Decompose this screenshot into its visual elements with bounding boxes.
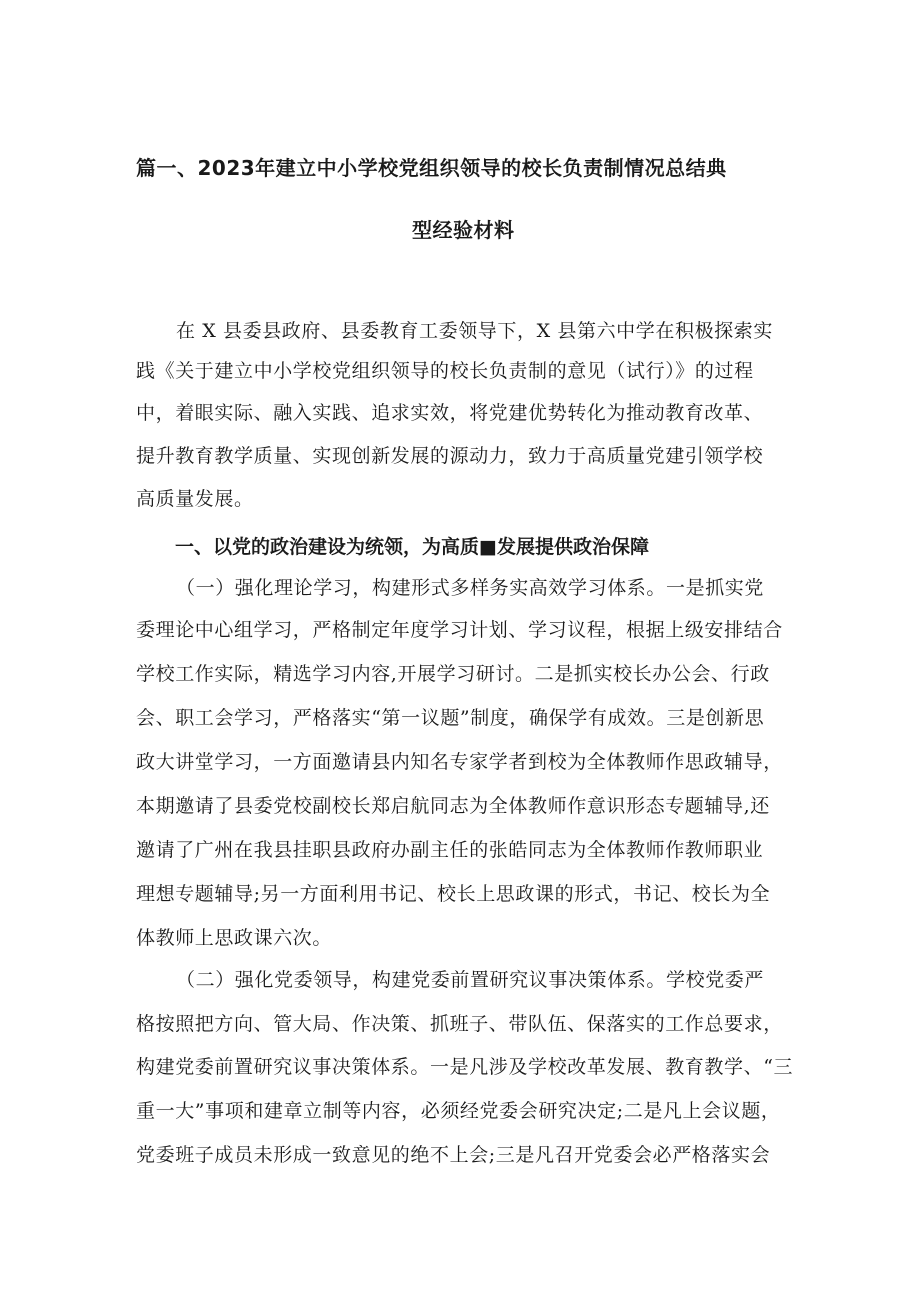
paragraph-line: 理想专题辅导;另一方面利用书记、校长上思政课的形式，书记、校长为全 (136, 883, 771, 905)
intro-line: 高质量发展。 (136, 488, 254, 510)
paragraph-line: （一）强化理论学习，构建形式多样务实高效学习体系。一是抓实党 (176, 577, 765, 599)
paragraph-line: 邀请了广州在我县挂职县政府办副主任的张皓同志为全体教师作教师职业 (136, 839, 764, 861)
paragraph-line: 学校工作实际，精选学习内容,开展学习研讨。二是抓实校长办公会、行政 (136, 663, 770, 685)
paragraph-line: 党委班子成员未形成一致意见的绝不上会;三是凡召开党委会必严格落实会 (136, 1144, 771, 1166)
section-heading: 一、以党的政治建设为统领，为高质■发展提供政治保障 (175, 536, 649, 558)
intro-line: 提升教育教学质量、实现创新发展的源动力，致力于高质量党建引领学校 (136, 445, 764, 467)
paragraph-line: 体教师上思政课六次。 (136, 927, 333, 949)
intro-line: 践《关于建立中小学校党组织领导的校长负责制的意见（试行）》的过程 (136, 360, 754, 382)
paragraph-line: 重一大”事项和建章立制等内容，必须经党委会研究决定;二是凡上会议题， (136, 1100, 781, 1122)
paragraph-line: 会、职工会学习，严格落实“第一议题”制度，确保学有成效。三是创新思 (136, 707, 765, 729)
paragraph-line: 委理论中心组学习，严格制定年度学习计划、学习议程，根据上级安排结合 (136, 619, 783, 641)
document-title-line-2: 型经验材料 (412, 218, 515, 242)
intro-line: 中，着眼实际、融入实践、追求实效，将党建优势转化为推动教育改革、 (136, 402, 764, 424)
paragraph-line: （二）强化党委领导，构建党委前置研究议事决策体系。学校党委严 (176, 969, 765, 991)
intro-line: 在 X 县委县政府、县委教育工委领导下，X 县第六中学在积极探索实 (176, 320, 773, 342)
paragraph-line: 格按照把方向、管大局、作决策、抓班子、带队伍、保落实的工作总要求， (136, 1013, 783, 1035)
paragraph-line: 本期邀请了县委党校副校长郑启航同志为全体教师作意识形态专题辅导,还 (136, 795, 770, 817)
paragraph-line: 政大讲堂学习，一方面邀请县内知名专家学者到校为全体教师作思政辅导， (136, 751, 783, 773)
paragraph-line: 构建党委前置研究议事决策体系。一是凡涉及学校改革发展、教育教学、“三 (136, 1056, 794, 1078)
document-title-line-1: 篇一、2023年建立中小学校党组织领导的校长负责制情况总结典 (136, 156, 727, 180)
